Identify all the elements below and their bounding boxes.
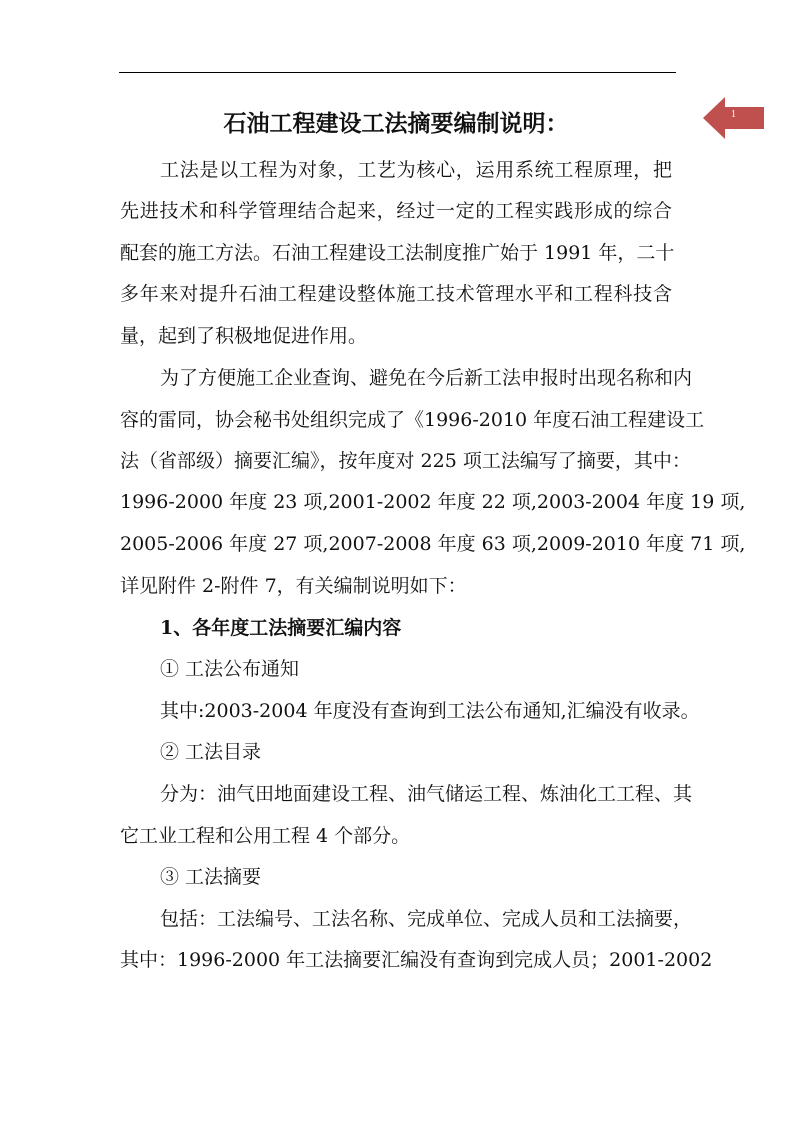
paragraph-line: 2005-2006 年度 27 项,2007-2008 年度 63 项,2009-2010 年度 71 项, [120,533,746,555]
paragraph-line: 工法是以工程为对象，工艺为核心，运用系统工程原理，把 [160,159,672,181]
paragraph-line: 多年来对提升石油工程建设整体施工技术管理水平和工程科技含 [120,283,672,305]
subsection-heading: ③ 工法摘要 [160,866,262,888]
paragraph-line: 先进技术和科学管理结合起来，经过一定的工程实践形成的综合 [120,200,672,222]
document-title: 石油工程建设工法摘要编制说明： [223,110,569,137]
paragraph-line: 量，起到了积极地促进作用。 [120,325,368,347]
header-rule [119,72,676,73]
subsection-heading: ① 工法公布通知 [160,658,300,680]
paragraph-line: 为了方便施工企业查询、避免在今后新工法申报时出现名称和内 [160,367,693,389]
paragraph-line: 配套的施工方法。石油工程建设工法制度推广始于 1991 年，二十 [120,242,675,264]
paragraph-line: 详见附件 2-附件 7，有关编制说明如下： [120,575,467,597]
paragraph-line: 1996-2000 年度 23 项,2001-2002 年度 22 项,2003-2004 年度 19 项, [120,491,746,513]
paragraph-line: 分为：油气田地面建设工程、油气储运工程、炼油化工工程、其 [160,783,693,805]
paragraph-line: 其中：1996-2000 年工法摘要汇编没有查询到完成人员；2001-2002 [120,949,713,971]
paragraph-line: 容的雷同，协会秘书处组织完成了《1996-2010 年度石油工程建设工 [120,409,705,431]
section-heading: 1、各年度工法摘要汇编内容 [160,617,402,639]
subsection-heading: ② 工法目录 [160,741,262,763]
paragraph-line: 法（省部级）摘要汇编》，按年度对 225 项工法编写了摘要，其中： [120,450,691,472]
comment-number: 1 [731,109,736,120]
paragraph-line: 它工业工程和公用工程 4 个部分。 [120,825,411,847]
paragraph-line: 包括：工法编号、工法名称、完成单位、完成人员和工法摘要， [160,908,693,930]
paragraph-line: 其中:2003-2004 年度没有查询到工法公布通知,汇编没有收录。 [160,700,700,722]
